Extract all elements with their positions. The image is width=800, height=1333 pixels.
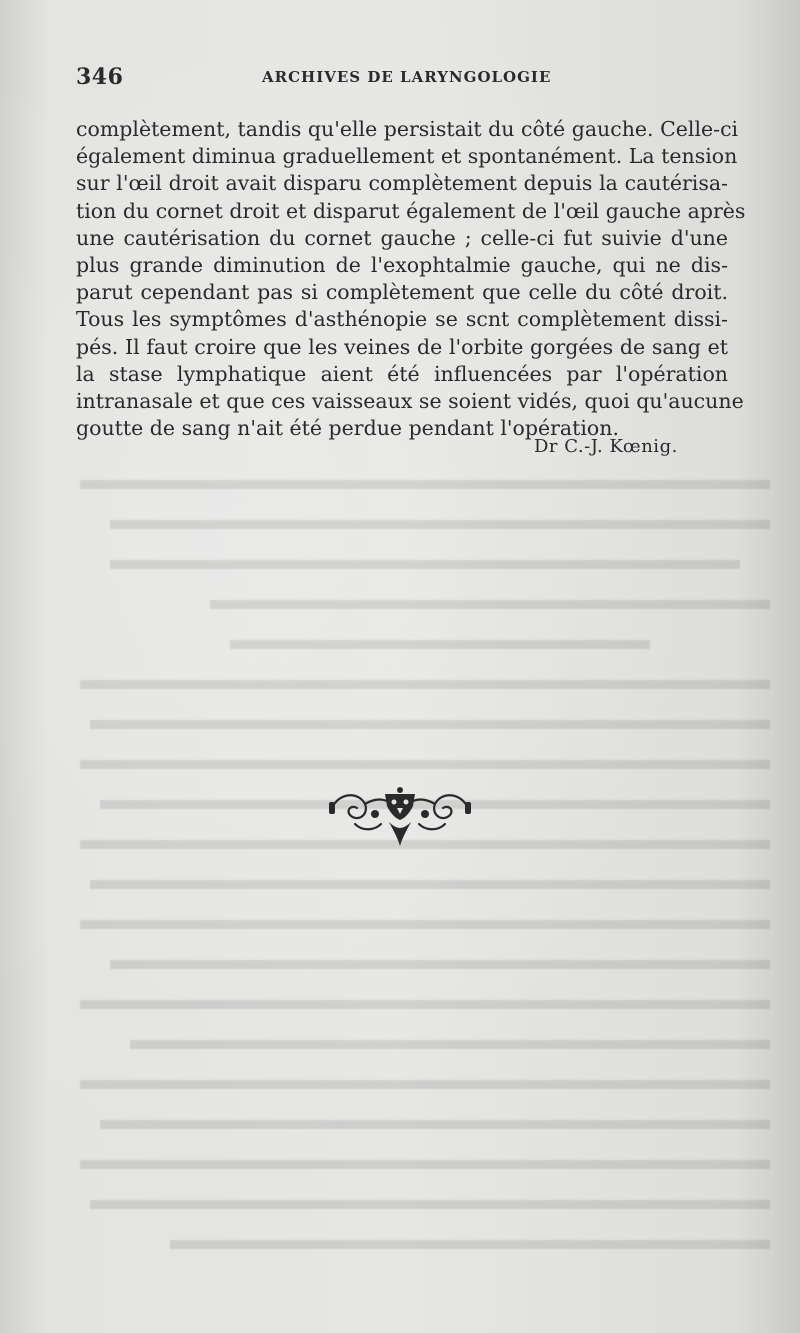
text-line: tion du cornet droit et disparut également de l'œil gauche après: [76, 198, 746, 223]
page-number: 346: [76, 64, 124, 90]
text-line: Tous les symptômes d'asthénopie se scnt complètement dissi-: [76, 307, 728, 332]
text-line: goutte de sang n'ait été perdue pendant l'opération.: [76, 416, 619, 441]
text-line: parut cependant pas si complètement que celle du côté droit.: [76, 280, 728, 305]
floral-ornament-icon: [325, 784, 475, 852]
text-line: intranasale et que ces vaisseaux se soient vidés, quoi qu'aucune: [76, 389, 744, 414]
running-head: ARCHIVES DE LARYNGOLOGIE: [262, 68, 552, 86]
bleed-lines-icon: [70, 470, 770, 1270]
page-header: [76, 64, 726, 94]
author-signature: Dr C.-J. Kœnig.: [534, 436, 678, 457]
text-line: complètement, tandis qu'elle persistait du côté gauche. Celle-ci: [76, 117, 739, 141]
text-line: la stase lymphatique aient été influencées par l'opération: [76, 361, 728, 386]
text-line: sur l'œil droit avait disparu complètement depuis la cautérisa-: [76, 171, 728, 196]
body-paragraph: [76, 116, 746, 442]
show-through-texture: [70, 470, 770, 1270]
text-line: pés. Il faut croire que les veines de l'orbite gorgées de sang et: [76, 334, 728, 359]
text-line: une cautérisation du cornet gauche ; celle-ci fut suivie d'une: [76, 225, 728, 250]
text-line: plus grande diminution de l'exophtalmie gauche, qui ne dis-: [76, 253, 728, 278]
text-line: également diminua graduellement et spontanément. La tension: [76, 144, 738, 169]
